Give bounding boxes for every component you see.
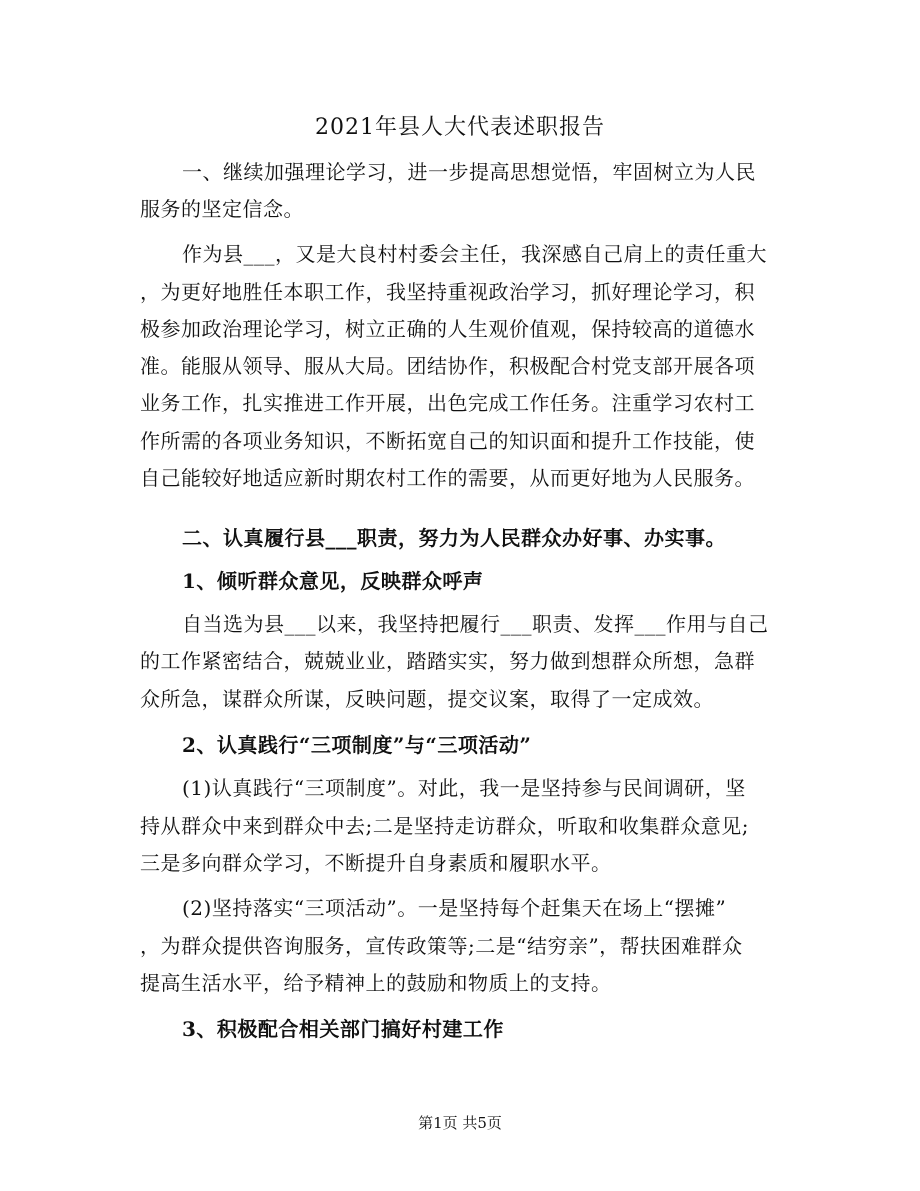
paragraph-1-line-7: 自己能较好地适应新时期农村工作的需要，从而更好地为人民服务。 (140, 466, 755, 490)
paragraph-4-line-1: (2)坚持落实“三项活动”。一是坚持每个赶集天在场上“摆摊” (182, 896, 727, 920)
page-number-footer: 第1页 共5页 (418, 1114, 502, 1132)
paragraph-1-line-4: 准。能服从领导、服从大局。团结协作，积极配合村党支部开展各项 (140, 354, 755, 378)
paragraph-1-line-3: 极参加政治理论学习，树立正确的人生观价值观，保持较高的道德水 (140, 317, 755, 341)
paragraph-4-line-2: ，为群众提供咨询服务，宣传政策等;二是“结穷亲”，帮扶困难群众 (140, 934, 743, 958)
paragraph-4-line-3: 提高生活水平，给予精神上的鼓励和物质上的支持。 (140, 971, 612, 995)
paragraph-2-line-2: 的工作紧密结合，兢兢业业，踏踏实实，努力做到想群众所想，急群 (140, 649, 755, 673)
subsection-heading-2: 2、认真践行“三项制度”与“三项活动” (182, 733, 532, 757)
paragraph-1-line-1: 作为县___，又是大良村村委会主任，我深感自己肩上的责任重大 (182, 242, 767, 266)
section-heading-1-line-1: 一、继续加强理论学习，进一步提高思想觉悟，牢固树立为人民 (182, 160, 756, 184)
section-heading-2: 二、认真履行县___职责，努力为人民群众办好事、办实事。 (182, 526, 726, 550)
paragraph-1-line-2: ，为更好地胜任本职工作，我坚持重视政治学习，抓好理论学习，积 (140, 280, 755, 304)
paragraph-3-line-3: 三是多向群众学习，不断提升自身素质和履职水平。 (140, 851, 612, 875)
subsection-heading-3: 3、积极配合相关部门搞好村建工作 (182, 1017, 504, 1041)
paragraph-3-line-2: 持从群众中来到群众中去;二是坚持走访群众，听取和收集群众意见; (140, 814, 749, 838)
subsection-heading-1: 1、倾听群众意见，反映群众呼声 (182, 569, 484, 593)
paragraph-2-line-1: 自当选为县___以来，我坚持把履行___职责、发挥___作用与自己 (182, 612, 769, 636)
paragraph-1-line-5: 业务工作，扎实推进工作开展，出色完成工作任务。注重学习农村工 (140, 391, 755, 415)
section-heading-1-line-2: 服务的坚定信念。 (140, 197, 304, 221)
paragraph-1-line-6: 作所需的各项业务知识，不断拓宽自己的知识面和提升工作技能，使 (140, 429, 755, 453)
document-title: 2021年县人大代表述职报告 (315, 115, 605, 140)
paragraph-3-line-1: (1)认真践行“三项制度”。对此，我一是坚持参与民间调研，坚 (182, 776, 746, 800)
paragraph-2-line-3: 众所急，谋群众所谋，反映问题，提交议案，取得了一定成效。 (140, 687, 714, 711)
